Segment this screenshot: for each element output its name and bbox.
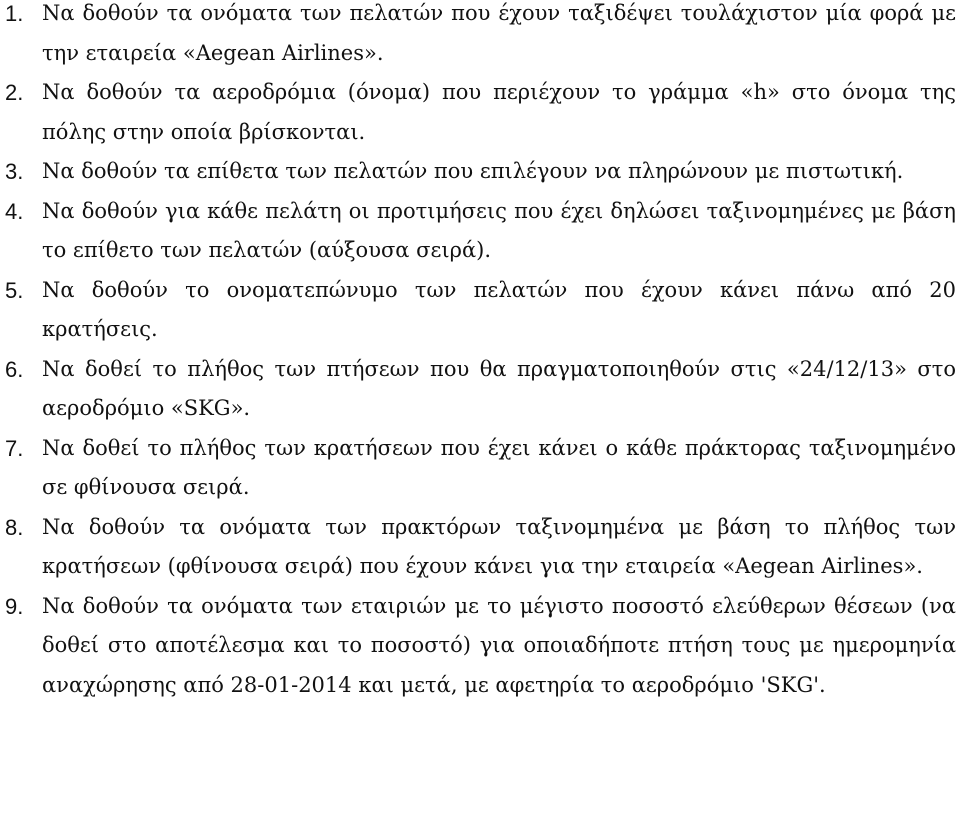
list-item: [0, 429, 960, 508]
item-number: 8.: [5, 514, 24, 540]
item-number: 7.: [5, 435, 24, 461]
item-text: Να δοθούν τα αεροδρόμια (όνομα) που περιέχουν το γράμμα «h» στο όνομα της πόλης στην οποία βρίσκονται.: [42, 80, 956, 144]
item-text: Να δοθούν το ονοματεπώνυμο των πελατών που έχουν κάνει πάνω από 20 κρατήσεις.: [42, 277, 956, 341]
list-item: [0, 73, 960, 152]
item-text: Να δοθούν τα ονόματα των εταιριών με το μέγιστο ποσοστό ελεύθερων θέσεων (να δοθεί στο αποτέλεσμα και το ποσοστό) για οποιαδήποτε πτήση τους με ημερομηνία αναχώρησης από 28-01-2014 και μετά, με αφετηρία το αεροδρόμιο 'SKG'.: [42, 593, 956, 697]
list-item: [0, 0, 960, 73]
item-number: 4.: [5, 198, 24, 224]
item-text: Να δοθούν τα ονόματα των πελατών που έχουν ταξιδέψει τουλάχιστον μία φορά με την εταιρεία «Aegean Airlines».: [42, 1, 956, 65]
item-number: 9.: [5, 593, 24, 619]
list-item: [0, 587, 960, 706]
item-number: 1.: [5, 1, 24, 26]
item-number: 2.: [5, 80, 24, 105]
item-text: Να δοθούν για κάθε πελάτη οι προτιμήσεις που έχει δηλώσει ταξινομημένες με βάση το επίθετο των πελατών (αύξουσα σειρά).: [42, 198, 956, 262]
list-item: [0, 192, 960, 271]
list-item: [0, 508, 960, 587]
item-number: 5.: [5, 277, 24, 303]
list-item: [0, 152, 960, 192]
list-item: [0, 271, 960, 350]
item-number: 3.: [5, 159, 24, 184]
list-item: [0, 350, 960, 429]
item-text: Να δοθούν τα ονόματα των πρακτόρων ταξινομημένα με βάση το πλήθος των κρατήσεων (φθίνουσα σειρά) που έχουν κάνει για την εταιρεία «Aegean Airlines».: [42, 514, 956, 578]
item-number: 6.: [5, 356, 24, 382]
item-text: Να δοθεί το πλήθος των κρατήσεων που έχει κάνει ο κάθε πράκτορας ταξινομημένο σε φθίνουσα σειρά.: [42, 435, 956, 499]
item-text: Να δοθούν τα επίθετα των πελατών που επιλέγουν να πληρώνουν με πιστωτική.: [42, 159, 904, 183]
item-text: Να δοθεί το πλήθος των πτήσεων που θα πραγματοποιηθούν στις «24/12/13» στο αεροδρόμιο «SKG».: [42, 356, 956, 420]
